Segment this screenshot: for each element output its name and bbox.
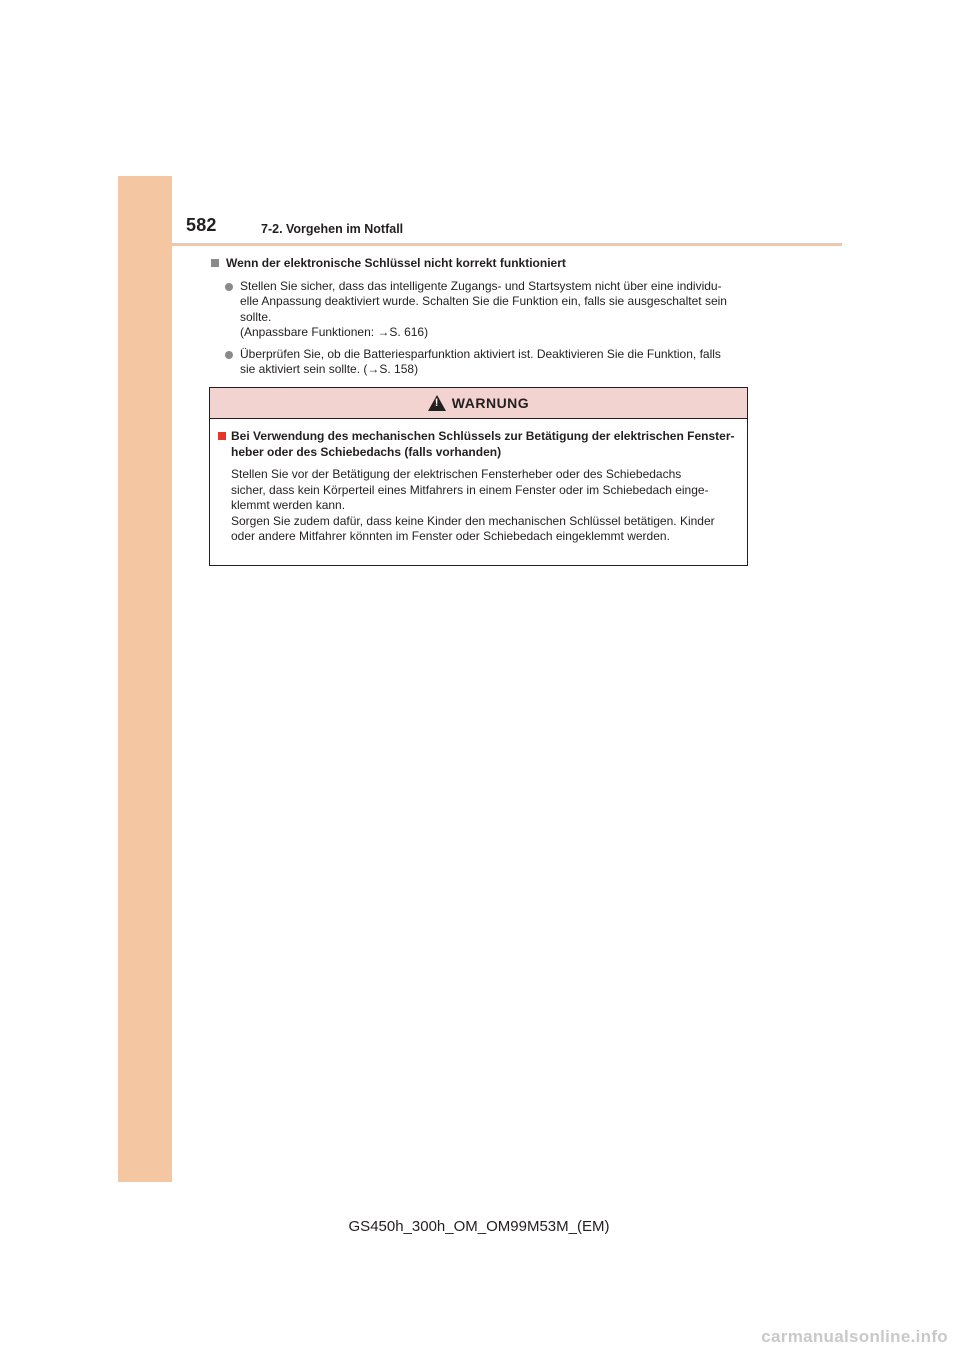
warning-line: Sorgen Sie zudem dafür, dass keine Kinder den mechanischen Schlüssel betätigen. Kinder xyxy=(231,513,715,528)
warning-header xyxy=(210,388,747,419)
warning-heading xyxy=(218,429,739,460)
warning-body xyxy=(210,419,747,545)
chapter-side-tab xyxy=(118,176,172,1182)
section-heading xyxy=(210,256,752,272)
main-content xyxy=(210,256,752,384)
list-item xyxy=(223,279,752,341)
red-square-icon xyxy=(218,432,226,440)
warning-line: klemmt werden kann. xyxy=(231,498,346,512)
warning-triangle-icon: ! xyxy=(428,395,446,411)
warning-title: WARNUNG xyxy=(451,395,530,411)
square-bullet-icon xyxy=(211,259,219,267)
warning-box xyxy=(209,387,748,566)
warning-line: sicher, dass kein Körperteil eines Mitfahrers in einem Fenster oder im Schiebedach einge- xyxy=(231,482,709,497)
list-item-line: Stellen Sie sicher, dass das intelligente Zugangs- und Startsystem nicht über eine individu- xyxy=(240,278,722,293)
cross-reference-link[interactable]: sie aktiviert sein sollte. (→S. 158) xyxy=(240,362,419,376)
warning-heading-text: Bei Verwendung des mechanischen Schlüssels zur Betätigung der elektrischen Fenster-heber oder des Schiebedachs (falls vorhanden) xyxy=(231,429,735,459)
list-item xyxy=(223,347,752,378)
cross-reference-link[interactable]: (Anpassbare Funktionen: →S. 616) xyxy=(240,325,429,339)
list-item-line: sollte. xyxy=(240,309,272,324)
warning-line: Stellen Sie vor der Betätigung der elektrischen Fensterheber oder des Schiebedachs xyxy=(231,467,682,481)
list-item-line: elle Anpassung deaktiviert wurde. Schalten Sie die Funktion ein, falls sie ausgeschaltet sein xyxy=(240,294,727,308)
warning-line: oder andere Mitfahrer könnten im Fenster oder Schiebedach eingeklemmt werden. xyxy=(231,529,670,543)
section-title: 7-2. Vorgehen im Notfall xyxy=(261,222,404,236)
watermark[interactable]: carmanualsonline.info xyxy=(761,1327,948,1346)
header-rule xyxy=(118,243,842,246)
circle-bullet-icon xyxy=(225,283,233,291)
document-code: GS450h_300h_OM_OM99M53M_(EM) xyxy=(348,1218,610,1235)
list-item-line: Überprüfen Sie, ob die Batteriesparfunktion aktiviert ist. Deaktivieren Sie die Funktion, falls xyxy=(240,346,721,361)
page-number: 582 xyxy=(186,215,217,235)
circle-bullet-icon xyxy=(225,351,233,359)
warning-paragraph xyxy=(231,467,739,545)
section-heading-text: Wenn der elektronische Schlüssel nicht korrekt funktioniert xyxy=(226,256,566,270)
document-code-footer xyxy=(0,1218,960,1235)
